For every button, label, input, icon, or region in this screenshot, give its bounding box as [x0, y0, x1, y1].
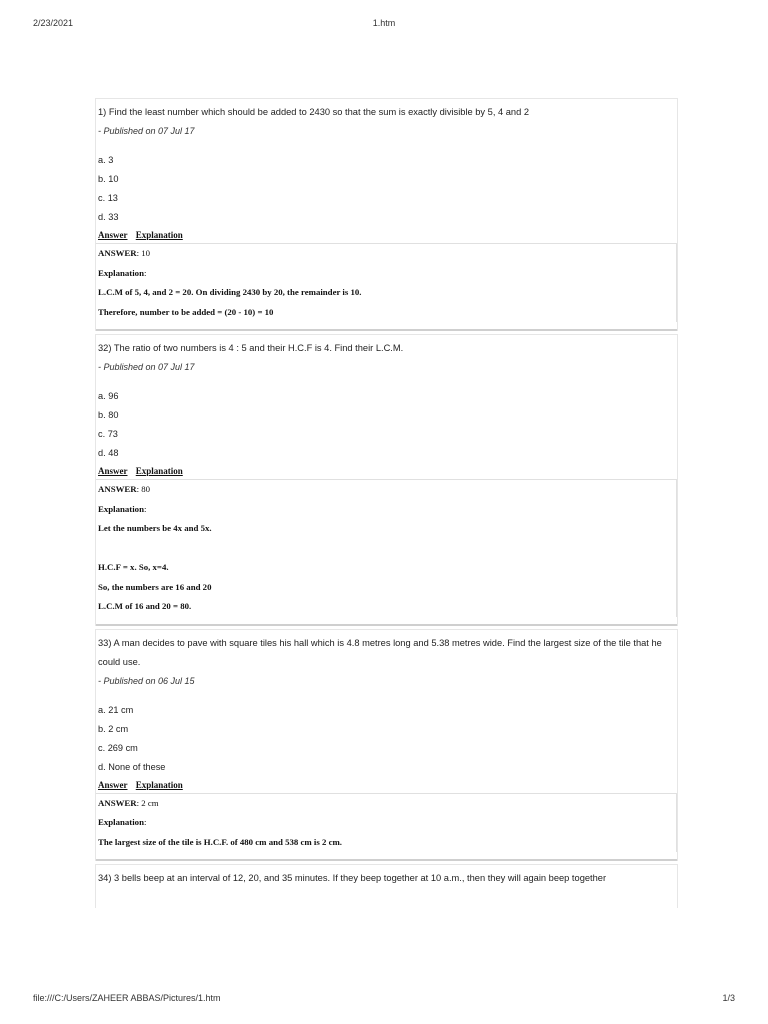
options-list: [96, 151, 677, 227]
option-c[interactable]: c. 13: [98, 193, 118, 203]
answer-tabs: [96, 777, 677, 793]
question-text: 33) A man decides to pave with square tiles his hall which is 4.8 metres long and 5.38 metres wide. Find the largest size of the tile that he could use.: [98, 637, 662, 667]
published-date: - Published on 06 Jul 15: [98, 675, 195, 686]
answer-panel: [96, 793, 677, 853]
answer-tabs: [96, 463, 677, 479]
answer-value: : 80: [136, 484, 151, 494]
question-text: 1) Find the least number which should be added to 2430 so that the sum is exactly divisible by 5, 4 and 2: [98, 107, 530, 117]
published-date: - Published on 07 Jul 17: [98, 126, 195, 136]
option-a[interactable]: a. 21 cm: [98, 704, 134, 715]
question-text: 34) 3 bells beep at an interval of 12, 20, and 35 minutes. If they beep together at 10 a.m., then they will again beep together: [98, 873, 607, 883]
print-date: 2/23/2021: [33, 18, 74, 28]
explanation-heading: Explanation:: [98, 503, 147, 514]
explanation-tab[interactable]: Explanation: [135, 230, 183, 240]
answer-value: : 10: [136, 248, 151, 258]
options-list: [96, 701, 677, 777]
explanation-line: Therefore, number to be added = (20 - 10) = 10: [98, 306, 274, 317]
answer-panel: [96, 243, 677, 322]
answer-line: [96, 480, 676, 500]
answer-tab[interactable]: Answer: [98, 779, 128, 790]
answer-tabs: [96, 227, 677, 243]
explanation-line: L.C.M of 5, 4, and 2 = 20. On dividing 2430 by 20, the remainder is 10.: [98, 287, 362, 297]
print-header: [33, 18, 735, 32]
page-number: 1/3: [722, 993, 735, 1003]
option-b[interactable]: b. 10: [98, 174, 119, 184]
explanation-heading: Explanation:: [98, 267, 147, 278]
option-c[interactable]: c. 269 cm: [98, 742, 138, 753]
print-footer: [33, 993, 735, 1007]
explanation-line: The largest size of the tile is H.C.F. of 480 cm and 538 cm is 2 cm.: [98, 836, 342, 847]
print-url: file:///C:/Users/ZAHEER ABBAS/Pictures/1.htm: [33, 993, 221, 1003]
option-c[interactable]: c. 73: [98, 429, 118, 439]
answer-value: : 2 cm: [136, 797, 159, 808]
option-a[interactable]: a. 96: [98, 391, 119, 401]
option-d[interactable]: d. None of these: [98, 761, 166, 772]
explanation-tab[interactable]: Explanation: [135, 779, 183, 790]
option-d[interactable]: d. 33: [98, 212, 119, 222]
question-block: [95, 629, 678, 862]
published-date: - Published on 07 Jul 17: [98, 362, 195, 372]
options-list: [96, 387, 677, 463]
answer-panel: [96, 479, 677, 617]
option-b[interactable]: b. 80: [98, 410, 119, 420]
answer-tab[interactable]: Answer: [98, 230, 128, 240]
answer-label: ANSWER: [98, 797, 137, 808]
option-a[interactable]: a. 3: [98, 155, 114, 165]
question-block: [95, 98, 678, 331]
quiz-content: [95, 98, 678, 908]
explanation-line: Let the numbers be 4x and 5x.: [98, 523, 212, 533]
explanation-line: So, the numbers are 16 and 20: [98, 581, 212, 592]
option-d[interactable]: d. 48: [98, 448, 119, 458]
question-block: [95, 334, 678, 626]
divider: [96, 326, 677, 331]
option-b[interactable]: b. 2 cm: [98, 723, 129, 734]
explanation-line: L.C.M of 16 and 20 = 80.: [98, 601, 192, 611]
answer-label: ANSWER: [98, 484, 137, 494]
answer-line: [96, 244, 676, 264]
divider: [96, 856, 677, 861]
print-title: 1.htm: [372, 18, 396, 28]
explanation-heading: Explanation:: [98, 817, 147, 827]
explanation-tab[interactable]: Explanation: [135, 466, 183, 476]
explanation-line: H.C.F = x. So, x=4.: [98, 562, 169, 572]
question-block: [95, 864, 678, 908]
answer-line: [96, 794, 676, 814]
answer-tab[interactable]: Answer: [98, 466, 128, 476]
answer-label: ANSWER: [98, 248, 137, 258]
divider: [96, 621, 677, 626]
question-text: 32) The ratio of two numbers is 4 : 5 and their H.C.F is 4. Find their L.C.M.: [98, 343, 404, 353]
